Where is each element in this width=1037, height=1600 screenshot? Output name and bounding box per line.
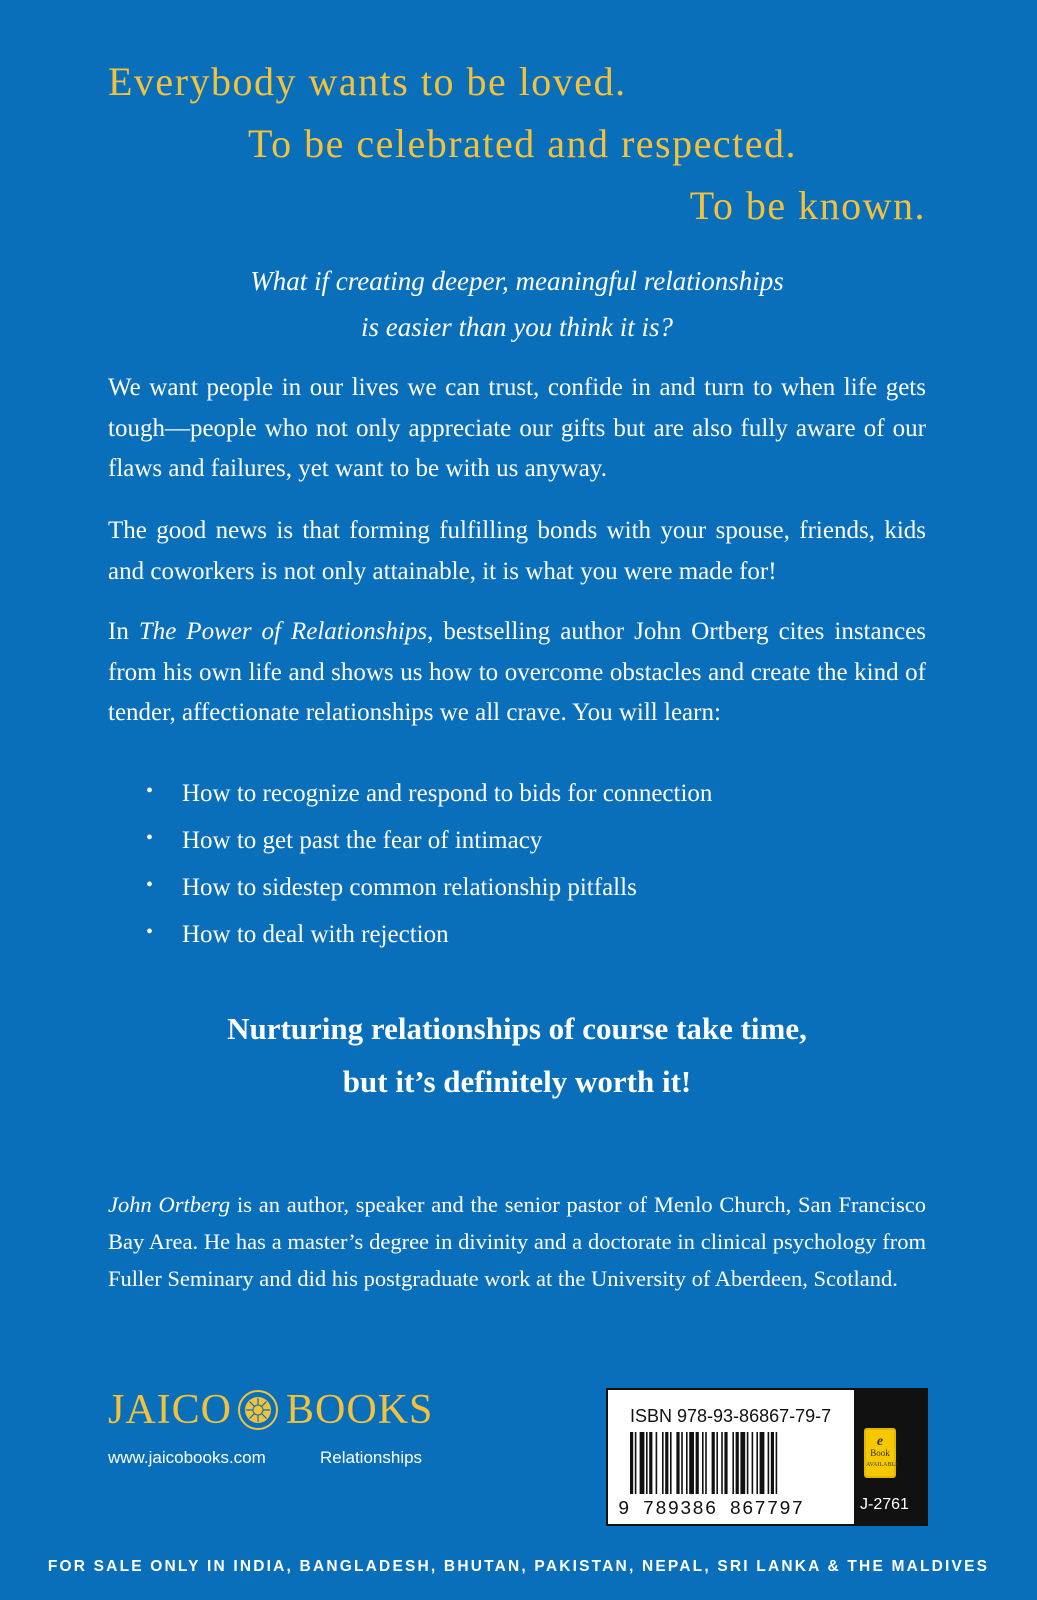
learning-list bbox=[108, 780, 926, 968]
product-code: J-2761 bbox=[860, 1496, 909, 1513]
bullet-icon: • bbox=[146, 827, 154, 849]
list-item: • How to sidestep common relationship pitfalls bbox=[146, 874, 637, 901]
barcode-number: 9 789386 867797 bbox=[618, 1498, 805, 1520]
publisher-name-left: JAICO bbox=[108, 1387, 233, 1433]
publisher-name-right: BOOKS bbox=[286, 1387, 434, 1433]
author-bio bbox=[108, 1186, 926, 1297]
isbn-label: ISBN 978-93-86867-79-7 bbox=[630, 1406, 832, 1426]
tagline-line-2: but it’s definitely worth it! bbox=[342, 1064, 692, 1099]
barcode-area bbox=[606, 1388, 856, 1526]
bullet-icon: • bbox=[146, 780, 154, 802]
paragraph-3-prefix: In bbox=[108, 618, 139, 645]
ebook-badge-icon: e Book AVAILABLE bbox=[864, 1428, 896, 1478]
book-category: Relationships bbox=[320, 1448, 423, 1467]
sale-restriction-footer: FOR SALE ONLY IN INDIA, BANGLADESH, BHUTAN, PAKISTAN, NEPAL, SRI LANKA & THE MALDIVES bbox=[47, 1558, 990, 1575]
bullet-icon: • bbox=[146, 921, 154, 943]
paragraph-1: We want people in our lives we can trust, confide in and turn to when life gets tough—people who not only appreciate our gifts but are also fully aware of our flaws and failures, yet want to be with us anyway. bbox=[108, 374, 926, 482]
tagline bbox=[108, 1002, 926, 1108]
barcode-icon bbox=[630, 1432, 842, 1494]
bio-text: is an author, speaker and the senior pastor of Menlo Church, San Francisco Bay Area. He has a master’s degree in divinity and a doctorate in clinical psychology from Fuller Seminary and did his postgraduate work at the University of Aberdeen, Scotland. bbox=[108, 1192, 926, 1291]
question-line-1: What if creating deeper, meaningful relationships bbox=[250, 266, 784, 296]
paragraph-3 bbox=[108, 612, 926, 734]
list-item: • How to get past the fear of intimacy bbox=[146, 827, 543, 854]
list-item: • How to deal with rejection bbox=[146, 921, 449, 948]
barcode-panel bbox=[606, 1388, 928, 1526]
headline-line-2: To be celebrated and respected. bbox=[248, 121, 797, 166]
paragraph-3-suffix: , bestselling author John Ortberg cites instances from his own life and shows us how to overcome obstacles and create the kind of tender, affectionate relationships we all crave. You will learn: bbox=[108, 618, 927, 726]
headline-line-3: To be known. bbox=[689, 183, 926, 228]
author-name: John Ortberg bbox=[108, 1192, 231, 1217]
question-line-2: is easier than you think it is? bbox=[361, 312, 673, 342]
tagline-line-1: Nurturing relationships of course take time, bbox=[227, 1011, 807, 1046]
publisher-website: www.jaicobooks.com bbox=[108, 1448, 266, 1467]
book-title: The Power of Relationships bbox=[138, 618, 428, 645]
paragraph-2: The good news is that forming fulfilling bonds with your spouse, friends, kids and coworkers is not only attainable, it is what you were made for! bbox=[108, 517, 926, 585]
question-block bbox=[108, 258, 926, 350]
sun-logo-icon bbox=[238, 1390, 278, 1430]
list-item: • How to recognize and respond to bids for connection bbox=[146, 780, 713, 807]
headline-line-1: Everybody wants to be loved. bbox=[108, 59, 627, 104]
publisher-logo bbox=[108, 1389, 433, 1431]
bullet-icon: • bbox=[146, 874, 154, 896]
